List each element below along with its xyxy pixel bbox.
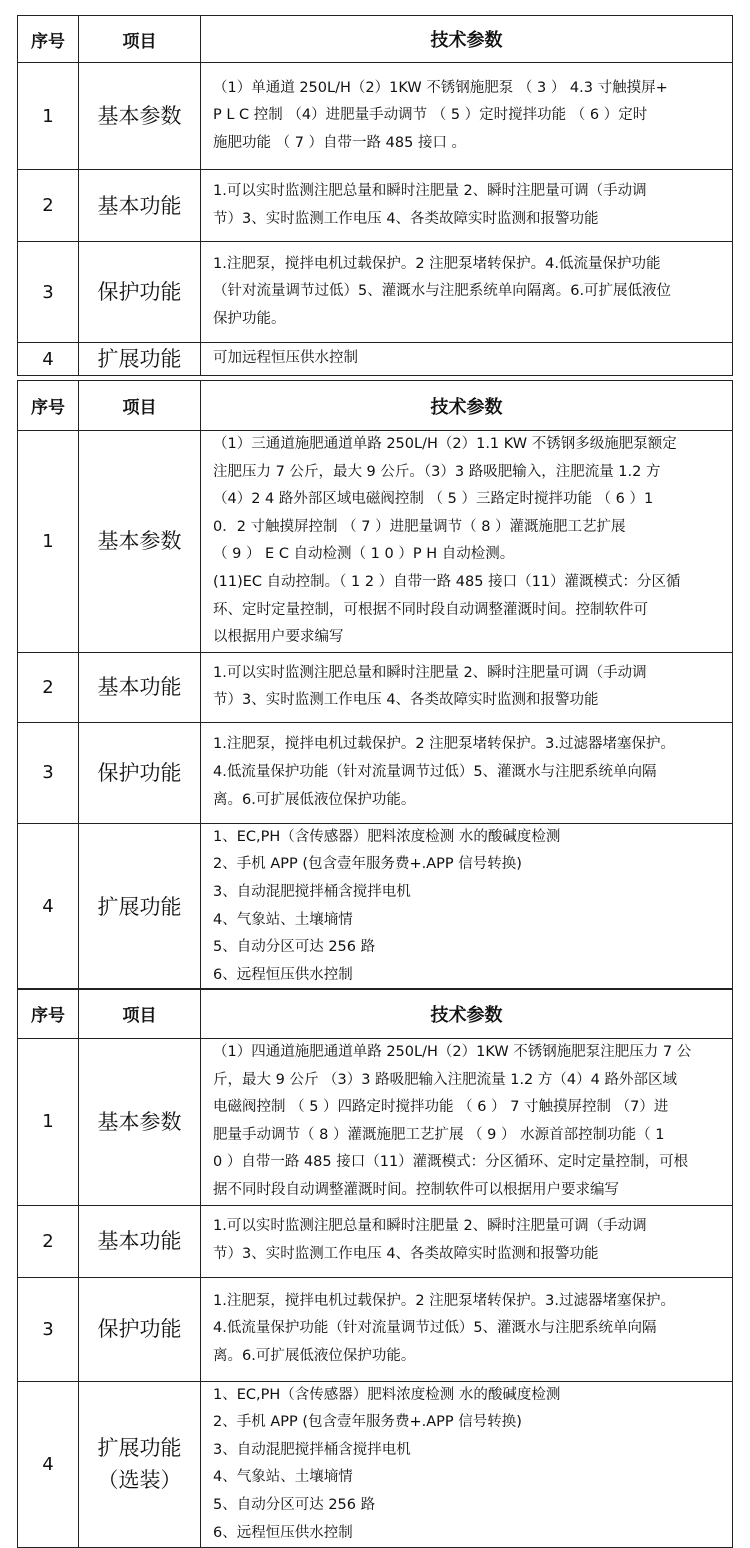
header-item: 项目 [79, 381, 201, 431]
table-row [18, 652, 733, 722]
item-label: 基本功能 [97, 675, 182, 700]
param-line: 离。6.可扩展低液位保护功能。 [213, 1347, 416, 1364]
param-line: 保护功能。 [213, 310, 286, 327]
row-number: 4 [18, 1381, 79, 1548]
item-label: 扩展功能 [97, 1436, 182, 1461]
row-number: 1 [18, 63, 79, 170]
param-line: 4.低流量保护功能（针对流量调节过低）5、灌溉水与注肥系统单向隔 [213, 763, 657, 780]
item-label: 扩展功能 [97, 894, 182, 919]
table-row [18, 343, 733, 376]
spec-table-four-channel [17, 988, 733, 1548]
param-line: 5、自动分区可达 256 路 [213, 1496, 376, 1513]
param-line: 3、自动混肥搅拌桶含搅拌电机 [213, 883, 411, 900]
row-number: 1 [18, 431, 79, 653]
param-line: 4、气象站、土壤墒情 [213, 911, 353, 928]
row-item [79, 1205, 201, 1277]
param-line: 2、手机 APP (包含壹年服务费+.APP 信号转换) [213, 1414, 522, 1431]
row-number: 3 [18, 722, 79, 823]
row-item [79, 170, 201, 242]
row-item [79, 823, 201, 990]
row-params [201, 1277, 733, 1381]
header-params: 技术参数 [201, 381, 733, 431]
row-item [79, 343, 201, 376]
header-params: 技术参数 [201, 989, 733, 1039]
param-line: 6、远程恒压供水控制 [213, 966, 353, 983]
row-params [201, 242, 733, 343]
table-row [18, 242, 733, 343]
table-row [18, 63, 733, 170]
row-number: 4 [18, 343, 79, 376]
param-line: 据不同时段自动调整灌溉时间。控制软件可以根据用户要求编写 [213, 1181, 619, 1198]
table-header-row [18, 989, 733, 1039]
item-label: 基本参数 [97, 104, 182, 128]
param-line: （1）三通道施肥通道单路 250L/H（2）1.1 KW 不锈钢多级施肥泵额定 [213, 436, 677, 452]
table-row [18, 1381, 733, 1548]
param-line: 4.低流量保护功能（针对流量调节过低）5、灌溉水与注肥系统单向隔 [213, 1320, 657, 1337]
item-label: 基本功能 [97, 193, 182, 218]
table-row [18, 1039, 733, 1206]
row-item [79, 63, 201, 170]
table-row [18, 722, 733, 823]
param-line: 2、手机 APP (包含壹年服务费+.APP 信号转换) [213, 856, 522, 873]
param-line: P L C 控制 （4）进肥量手动调节 （ 5 ）定时搅拌功能 （ 6 ）定时 [213, 107, 648, 124]
item-label: 基本参数 [97, 529, 182, 554]
row-params [201, 1381, 733, 1548]
param-line: 肥量手动调节（ 8 ）灌溉施肥工艺扩展 （ 9 ） 水源首部控制功能（ 1 [213, 1126, 665, 1143]
param-line: 5、自动分区可达 256 路 [213, 939, 376, 956]
param-line: （ 9 ） E C 自动检测（ 1 0 ）P H 自动检测。 [213, 546, 515, 563]
spec-table-single-channel [17, 15, 733, 376]
row-number: 2 [18, 652, 79, 722]
header-item: 项目 [79, 16, 201, 63]
param-line: 1、EC,PH（含传感器）肥料浓度检测 水的酸碱度检测 [213, 1386, 561, 1403]
header-params: 技术参数 [201, 16, 733, 63]
table-header-row [18, 381, 733, 431]
param-line: 离。6.可扩展低液位保护功能。 [213, 791, 416, 808]
item-label: 保护功能 [97, 280, 182, 304]
param-line: 1.可以实时监测注肥总量和瞬时注肥量 2、瞬时注肥量可调（手动调 [213, 182, 647, 199]
param-line: （1）四通道施肥通道单路 250L/H（2）1KW 不锈钢施肥泵注肥压力 7 公 [213, 1044, 692, 1060]
table-row [18, 431, 733, 653]
row-item [79, 722, 201, 823]
row-item [79, 1039, 201, 1206]
row-params [201, 63, 733, 170]
param-line: 环、定时定量控制，可根据不同时段自动调整灌溉时间。控制软件可 [213, 601, 648, 618]
param-line: 节）3、实时监测工作电压 4、各类故障实时监测和报警功能 [213, 210, 599, 227]
param-line: 3、自动混肥搅拌桶含搅拌电机 [213, 1441, 411, 1458]
header-item: 项目 [79, 989, 201, 1039]
item-label: （选装） [97, 1468, 182, 1493]
row-params [201, 170, 733, 242]
table-row [18, 1205, 733, 1277]
param-line: 0 ）自带一路 485 接口（11）灌溉模式：分区循环、定时定量控制，可根 [213, 1154, 689, 1171]
param-line: 斤，最大 9 公斤 （3）3 路吸肥输入注肥流量 1.2 方（4）4 路外部区域 [213, 1071, 677, 1088]
param-line: 1.注肥泵，搅拌电机过载保护。2 注肥泵堵转保护。3.过滤器堵塞保护。 [213, 1292, 676, 1309]
item-label: 扩展功能 [97, 347, 182, 371]
row-item [79, 242, 201, 343]
row-params [201, 722, 733, 823]
row-item [79, 1277, 201, 1381]
row-params [201, 823, 733, 990]
param-line: 6、远程恒压供水控制 [213, 1524, 353, 1541]
param-line: 1.可以实时监测注肥总量和瞬时注肥量 2、瞬时注肥量可调（手动调 [213, 664, 647, 681]
row-number: 3 [18, 242, 79, 343]
row-number: 3 [18, 1277, 79, 1381]
param-line: 注肥压力 7 公斤，最大 9 公斤。（3）3 路吸肥输入，注肥流量 1.2 方 [213, 463, 661, 480]
item-label: 保护功能 [97, 1317, 182, 1342]
table-row [18, 823, 733, 990]
row-params [201, 652, 733, 722]
param-line: (11)EC 自动控制。（ 1 2 ）自带一路 485 接口（11）灌溉模式：分区循 [213, 573, 681, 590]
param-line: 4、气象站、土壤墒情 [213, 1469, 353, 1486]
row-params [201, 1205, 733, 1277]
row-item [79, 431, 201, 653]
table-row [18, 1277, 733, 1381]
header-no: 序号 [18, 381, 79, 431]
row-params [201, 431, 733, 653]
param-line: 施肥功能 （ 7 ）自带一路 485 接口 。 [213, 134, 467, 151]
param-line: 1、EC,PH（含传感器）肥料浓度检测 水的酸碱度检测 [213, 828, 561, 845]
param-line: 1.注肥泵，搅拌电机过载保护。2 注肥泵堵转保护。4.低流量保护功能 [213, 255, 661, 272]
param-line: 电磁阀控制 （ 5 ）四路定时搅拌功能 （ 6 ） 7 寸触摸屏控制 （7）进 [213, 1099, 669, 1116]
spec-table-three-channel [17, 380, 733, 990]
item-label: 基本参数 [97, 1109, 182, 1134]
param-line: 以根据用户要求编写 [213, 629, 344, 646]
param-line: 可加远程恒压供水控制 [213, 350, 358, 367]
row-params [201, 1039, 733, 1206]
param-line: （针对流量调节过低）5、灌溉水与注肥系统单向隔离。6.可扩展低液位 [213, 283, 672, 300]
row-number: 2 [18, 170, 79, 242]
header-no: 序号 [18, 16, 79, 63]
row-item [79, 1381, 201, 1548]
param-line: 节）3、实时监测工作电压 4、各类故障实时监测和报警功能 [213, 692, 599, 709]
item-label: 基本功能 [97, 1229, 182, 1254]
table-row [18, 170, 733, 242]
param-line: （1）单通道 250L/H（2）1KW 不锈钢施肥泵 （ 3 ） 4.3 寸触摸屏+ [213, 79, 668, 96]
row-number: 4 [18, 823, 79, 990]
header-no: 序号 [18, 989, 79, 1039]
param-line: 1.注肥泵，搅拌电机过载保护。2 注肥泵堵转保护。3.过滤器堵塞保护。 [213, 736, 676, 753]
param-line: 0．2 寸触摸屏控制 （ 7 ）进肥量调节（ 8 ）灌溉施肥工艺扩展 [213, 518, 626, 535]
item-label: 保护功能 [97, 760, 182, 785]
param-line: （4）2 4 路外部区域电磁阀控制 （ 5 ）三路定时搅拌功能 （ 6 ）1 [213, 491, 654, 508]
row-number: 2 [18, 1205, 79, 1277]
row-number: 1 [18, 1039, 79, 1206]
param-line: 节）3、实时监测工作电压 4、各类故障实时监测和报警功能 [213, 1246, 599, 1263]
table-header-row [18, 16, 733, 63]
row-item [79, 652, 201, 722]
param-line: 1.可以实时监测注肥总量和瞬时注肥量 2、瞬时注肥量可调（手动调 [213, 1218, 647, 1235]
row-params [201, 343, 733, 376]
